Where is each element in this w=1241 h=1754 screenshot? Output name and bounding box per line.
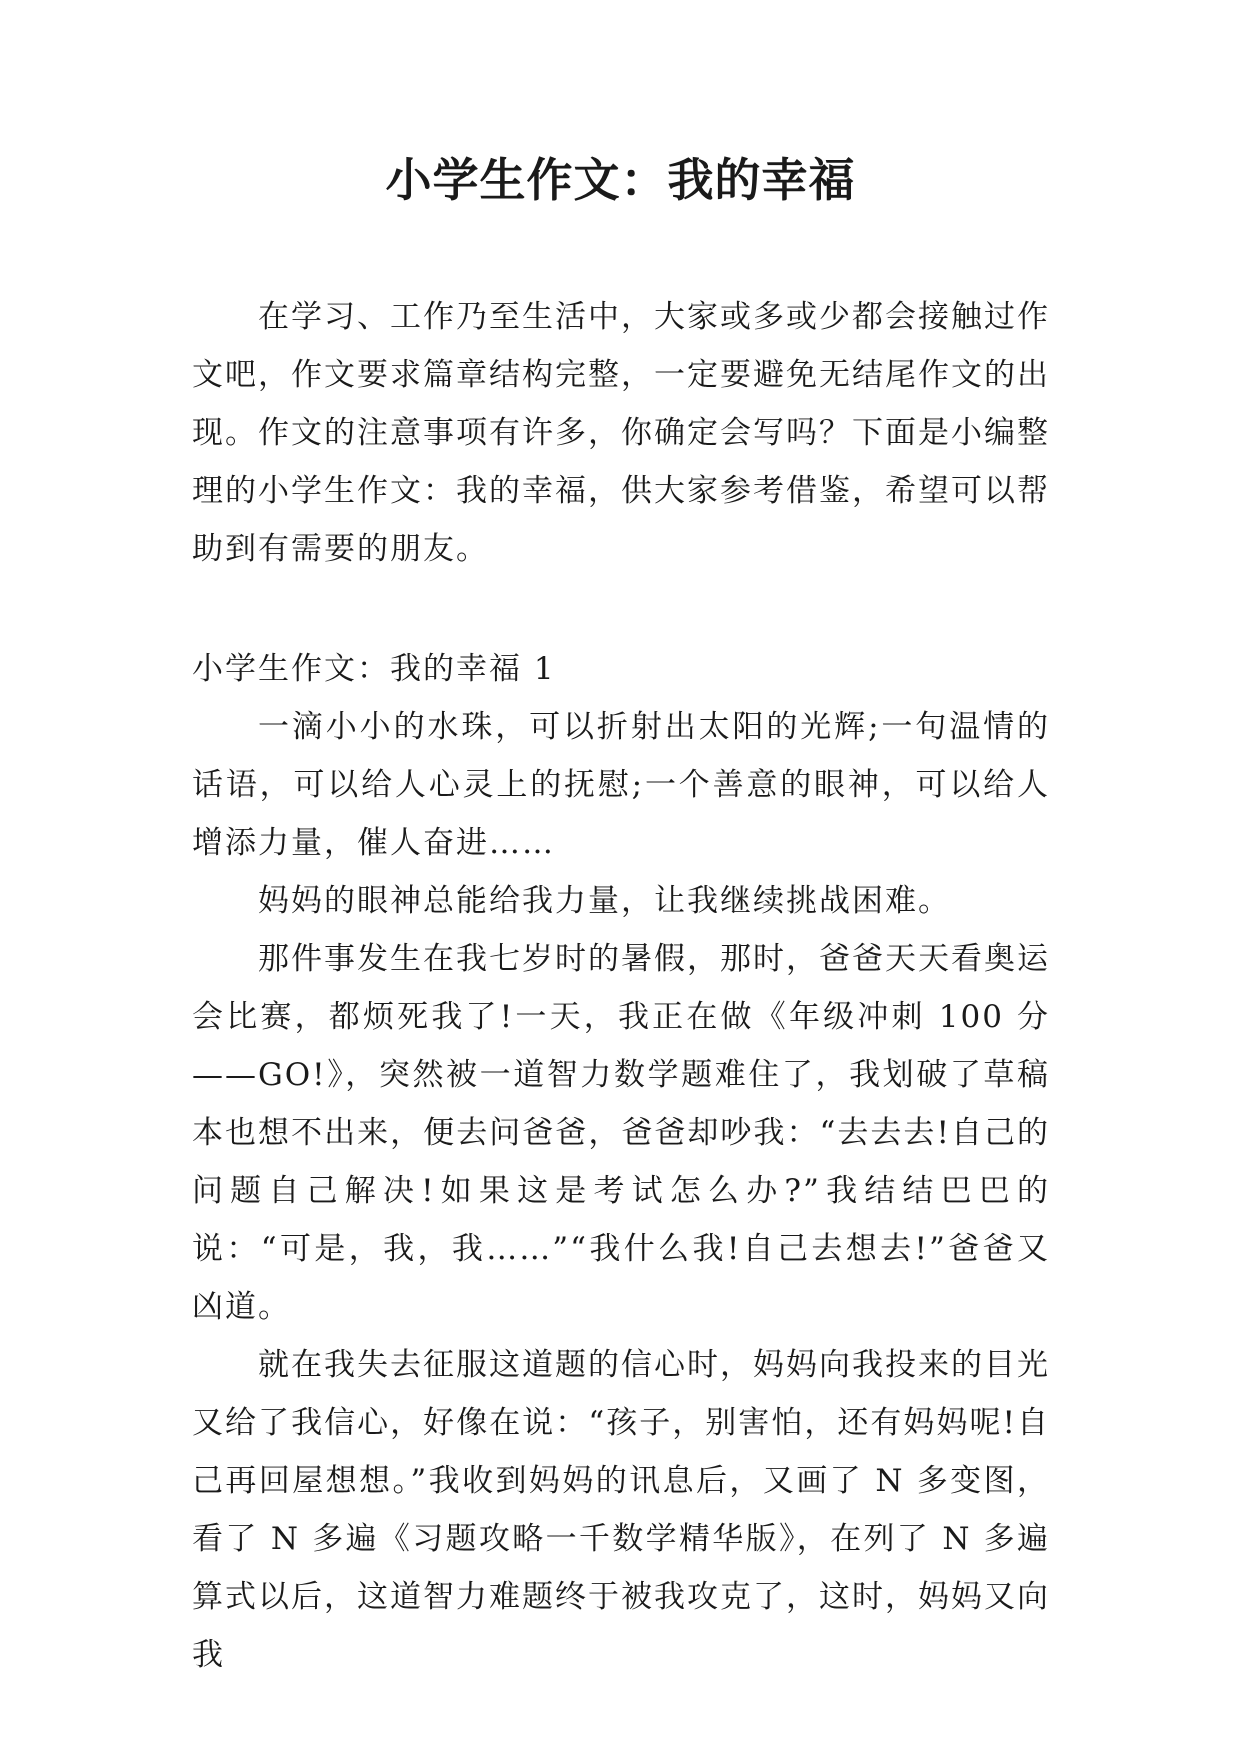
essay-paragraph: 那件事发生在我七岁时的暑假，那时，爸爸天天看奥运会比赛，都烦死我了!一天，我正在做《年级冲刺 100 分——GO!》，突然被一道智力数学题难住了，我划破了草稿本也想不出来，便去问爸爸，爸爸却吵我：“去去去!自己的问题自己解决!如果这是考试怎么办?”我结结巴巴的说：“可是，我，我……”“我什么我!自己去想去!”爸爸又凶道。 [192,941,1050,1325]
document-title: 小学生作文：我的幸福 [385,153,856,207]
section-heading: 小学生作文：我的幸福 1 [192,651,556,687]
intro-paragraph: 在学习、工作乃至生活中，大家或多或少都会接触过作文吧，作文要求篇章结构完整，一定要避免无结尾作文的出现。作文的注意事项有许多，你确定会写吗？下面是小编整理的小学生作文：我的幸福，供大家参考借鉴，希望可以帮助到有需要的朋友。 [192,299,1050,567]
intro-block [192,288,1050,578]
essay-paragraph: 就在我失去征服这道题的信心时，妈妈向我投来的目光又给了我信心，好像在说：“孩子，别害怕，还有妈妈呢!自己再回屋想想。”我收到妈妈的讯息后，又画了 N 多变图，看了 N 多遍《习题攻略一千数学精华版》，在列了 N 多遍算式以后，这道智力难题终于被我攻克了，这时，妈妈又向我 [192,1347,1050,1673]
essay-paragraph: 一滴小小的水珠，可以折射出太阳的光辉;一句温情的话语，可以给人心灵上的抚慰;一个善意的眼神，可以给人增添力量，催人奋进…… [192,709,1050,861]
essay-content [192,640,1050,1684]
essay-paragraph: 妈妈的眼神总能给我力量，让我继续挑战困难。 [258,883,951,919]
